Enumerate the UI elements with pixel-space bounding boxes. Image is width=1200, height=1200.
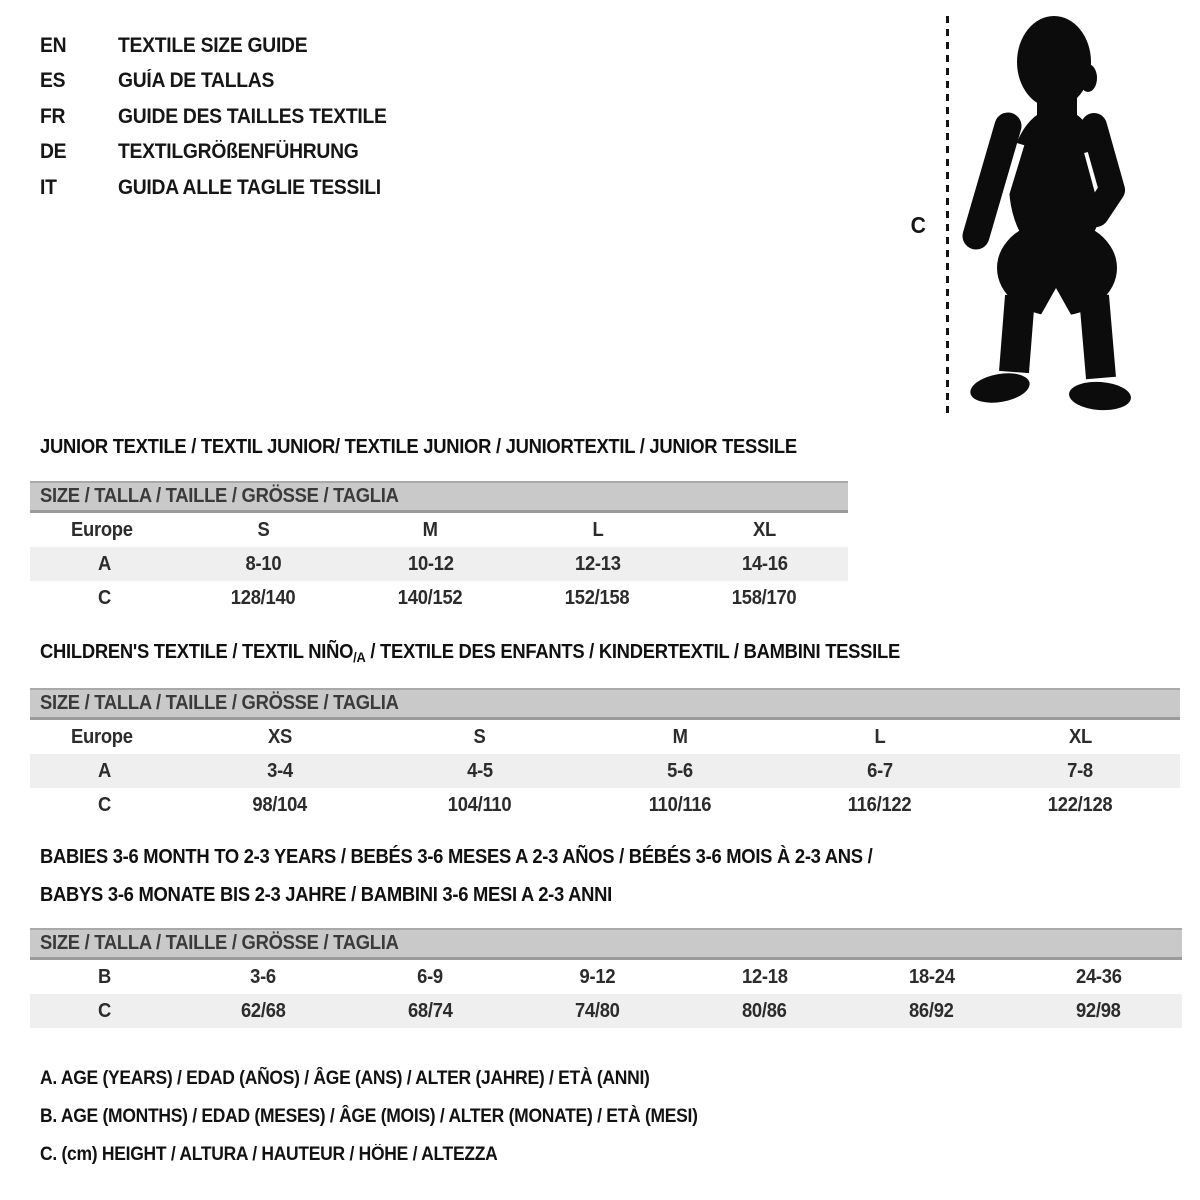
region-row xyxy=(30,512,848,548)
size-header-label: SIZE / TALLA / TAILLE / GRÖSSE / TAGLIA xyxy=(40,932,399,954)
language-title: TEXTILGRÖßENFÜHRUNG xyxy=(118,140,359,164)
row-label: C xyxy=(97,999,111,1022)
age-cell: 4-5 xyxy=(467,759,493,782)
language-list xyxy=(40,28,410,206)
language-code: IT xyxy=(40,175,57,199)
region-row xyxy=(30,719,1180,755)
babies-section-title-line1: BABIES 3-6 MONTH TO 2-3 YEARS / BEBÉS 3-6 MESES A 2-3 AÑOS / BÉBÉS 3-6 MOIS À 2-3 ANS / xyxy=(40,846,873,868)
age-cell: 6-9 xyxy=(417,965,444,988)
age-cell: 12-18 xyxy=(741,965,788,988)
legend-age-months: B. AGE (MONTHS) / EDAD (MESES) / ÂGE (MOIS) / ALTER (MONATE) / ETÀ (MESI) xyxy=(40,1106,698,1127)
row-label: A xyxy=(97,759,111,782)
height-row xyxy=(30,581,848,615)
age-cell: 6-7 xyxy=(867,759,893,782)
size-cell: XL xyxy=(1068,725,1092,748)
size-cell: XS xyxy=(267,725,293,748)
height-cell: 68/74 xyxy=(408,999,453,1022)
height-row xyxy=(30,994,1182,1028)
height-cell: 140/152 xyxy=(398,586,463,609)
height-cell: 62/68 xyxy=(241,999,286,1022)
row-label: B xyxy=(97,965,111,988)
row-label: A xyxy=(97,552,111,575)
age-cell: 7-8 xyxy=(1067,759,1093,782)
age-cell: 5-6 xyxy=(667,759,693,782)
size-cell: S xyxy=(473,725,486,748)
age-cell: 24-36 xyxy=(1075,965,1122,988)
height-cell: 92/98 xyxy=(1076,999,1121,1022)
language-row-es xyxy=(40,64,410,100)
language-code: DE xyxy=(40,140,67,164)
age-cell: 8-10 xyxy=(245,552,282,575)
size-header-row xyxy=(30,482,848,512)
size-header-label: SIZE / TALLA / TAILLE / GRÖSSE / TAGLIA xyxy=(40,485,399,507)
height-cell: 98/104 xyxy=(252,793,308,816)
size-cell: L xyxy=(874,725,886,748)
language-code: EN xyxy=(40,33,67,57)
babies-size-table xyxy=(30,928,1182,1028)
height-cell: 152/158 xyxy=(565,586,630,609)
language-code: FR xyxy=(40,104,66,128)
height-cell: 74/80 xyxy=(575,999,620,1022)
height-cell: 128/140 xyxy=(231,586,296,609)
size-cell: XL xyxy=(753,518,776,541)
language-title: GUIDA ALLE TAGLIE TESSILI xyxy=(118,175,381,199)
language-code: ES xyxy=(40,69,66,93)
size-header-row xyxy=(30,929,1182,959)
age-cell: 14-16 xyxy=(741,552,788,575)
height-cell: 110/116 xyxy=(648,793,712,816)
height-cell: 116/122 xyxy=(848,793,912,816)
size-header-label: SIZE / TALLA / TAILLE / GRÖSSE / TAGLIA xyxy=(40,692,399,714)
junior-section-title: JUNIOR TEXTILE / TEXTIL JUNIOR/ TEXTILE JUNIOR / JUNIORTEXTIL / JUNIOR TESSILE xyxy=(40,436,797,458)
size-cell: L xyxy=(592,518,603,541)
size-header-row xyxy=(30,689,1180,719)
row-label: C xyxy=(97,793,111,816)
age-cell: 12-13 xyxy=(574,552,621,575)
height-cell: 104/110 xyxy=(448,793,512,816)
legend-height-cm: C. (cm) HEIGHT / ALTURA / HAUTEUR / HÖHE / ALTEZZA xyxy=(40,1144,498,1165)
children-title-rest: / TEXTILE DES ENFANTS / KINDERTEXTIL / BAMBINI TESSILE xyxy=(365,641,900,663)
toddler-silhouette-image xyxy=(962,12,1142,420)
height-cell: 122/128 xyxy=(1047,793,1113,816)
language-row-fr xyxy=(40,99,410,135)
region-label: Europe xyxy=(71,725,134,748)
row-label: C xyxy=(97,586,111,609)
height-cell: 80/86 xyxy=(742,999,787,1022)
height-cell: 158/170 xyxy=(732,586,797,609)
height-cell: 86/92 xyxy=(909,999,954,1022)
age-months-row xyxy=(30,959,1182,995)
children-title-main: CHILDREN'S TEXTILE / TEXTIL NIÑO xyxy=(40,641,354,663)
babies-section-title-line2: BABYS 3-6 MONATE BIS 2-3 JAHRE / BAMBINI 3-6 MESI A 2-3 ANNI xyxy=(40,884,612,906)
age-cell: 9-12 xyxy=(579,965,616,988)
size-cell: M xyxy=(422,518,439,541)
age-cell: 18-24 xyxy=(908,965,955,988)
legend-age-years: A. AGE (YEARS) / EDAD (AÑOS) / ÂGE (ANS) / ALTER (JAHRE) / ETÀ (ANNI) xyxy=(40,1068,650,1089)
children-title-subscript: /A xyxy=(353,649,366,665)
children-size-table xyxy=(30,688,1180,822)
size-cell: S xyxy=(257,518,270,541)
language-row-de xyxy=(40,135,410,171)
language-title: GUIDE DES TAILLES TEXTILE xyxy=(118,104,387,128)
junior-size-table xyxy=(30,481,848,615)
size-cell: M xyxy=(672,725,688,748)
height-measure-label: C xyxy=(910,212,926,238)
language-row-en xyxy=(40,28,410,64)
age-cell: 3-6 xyxy=(250,965,277,988)
region-label: Europe xyxy=(71,518,134,541)
children-section-title xyxy=(40,641,975,665)
height-row xyxy=(30,788,1180,822)
language-title: TEXTILE SIZE GUIDE xyxy=(118,33,308,57)
height-measure-dashed-line xyxy=(946,16,949,416)
age-cell: 3-4 xyxy=(267,759,293,782)
age-years-row xyxy=(30,547,848,581)
language-title: GUÍA DE TALLAS xyxy=(118,69,275,93)
age-cell: 10-12 xyxy=(407,552,454,575)
age-years-row xyxy=(30,754,1180,788)
language-row-it xyxy=(40,170,410,206)
